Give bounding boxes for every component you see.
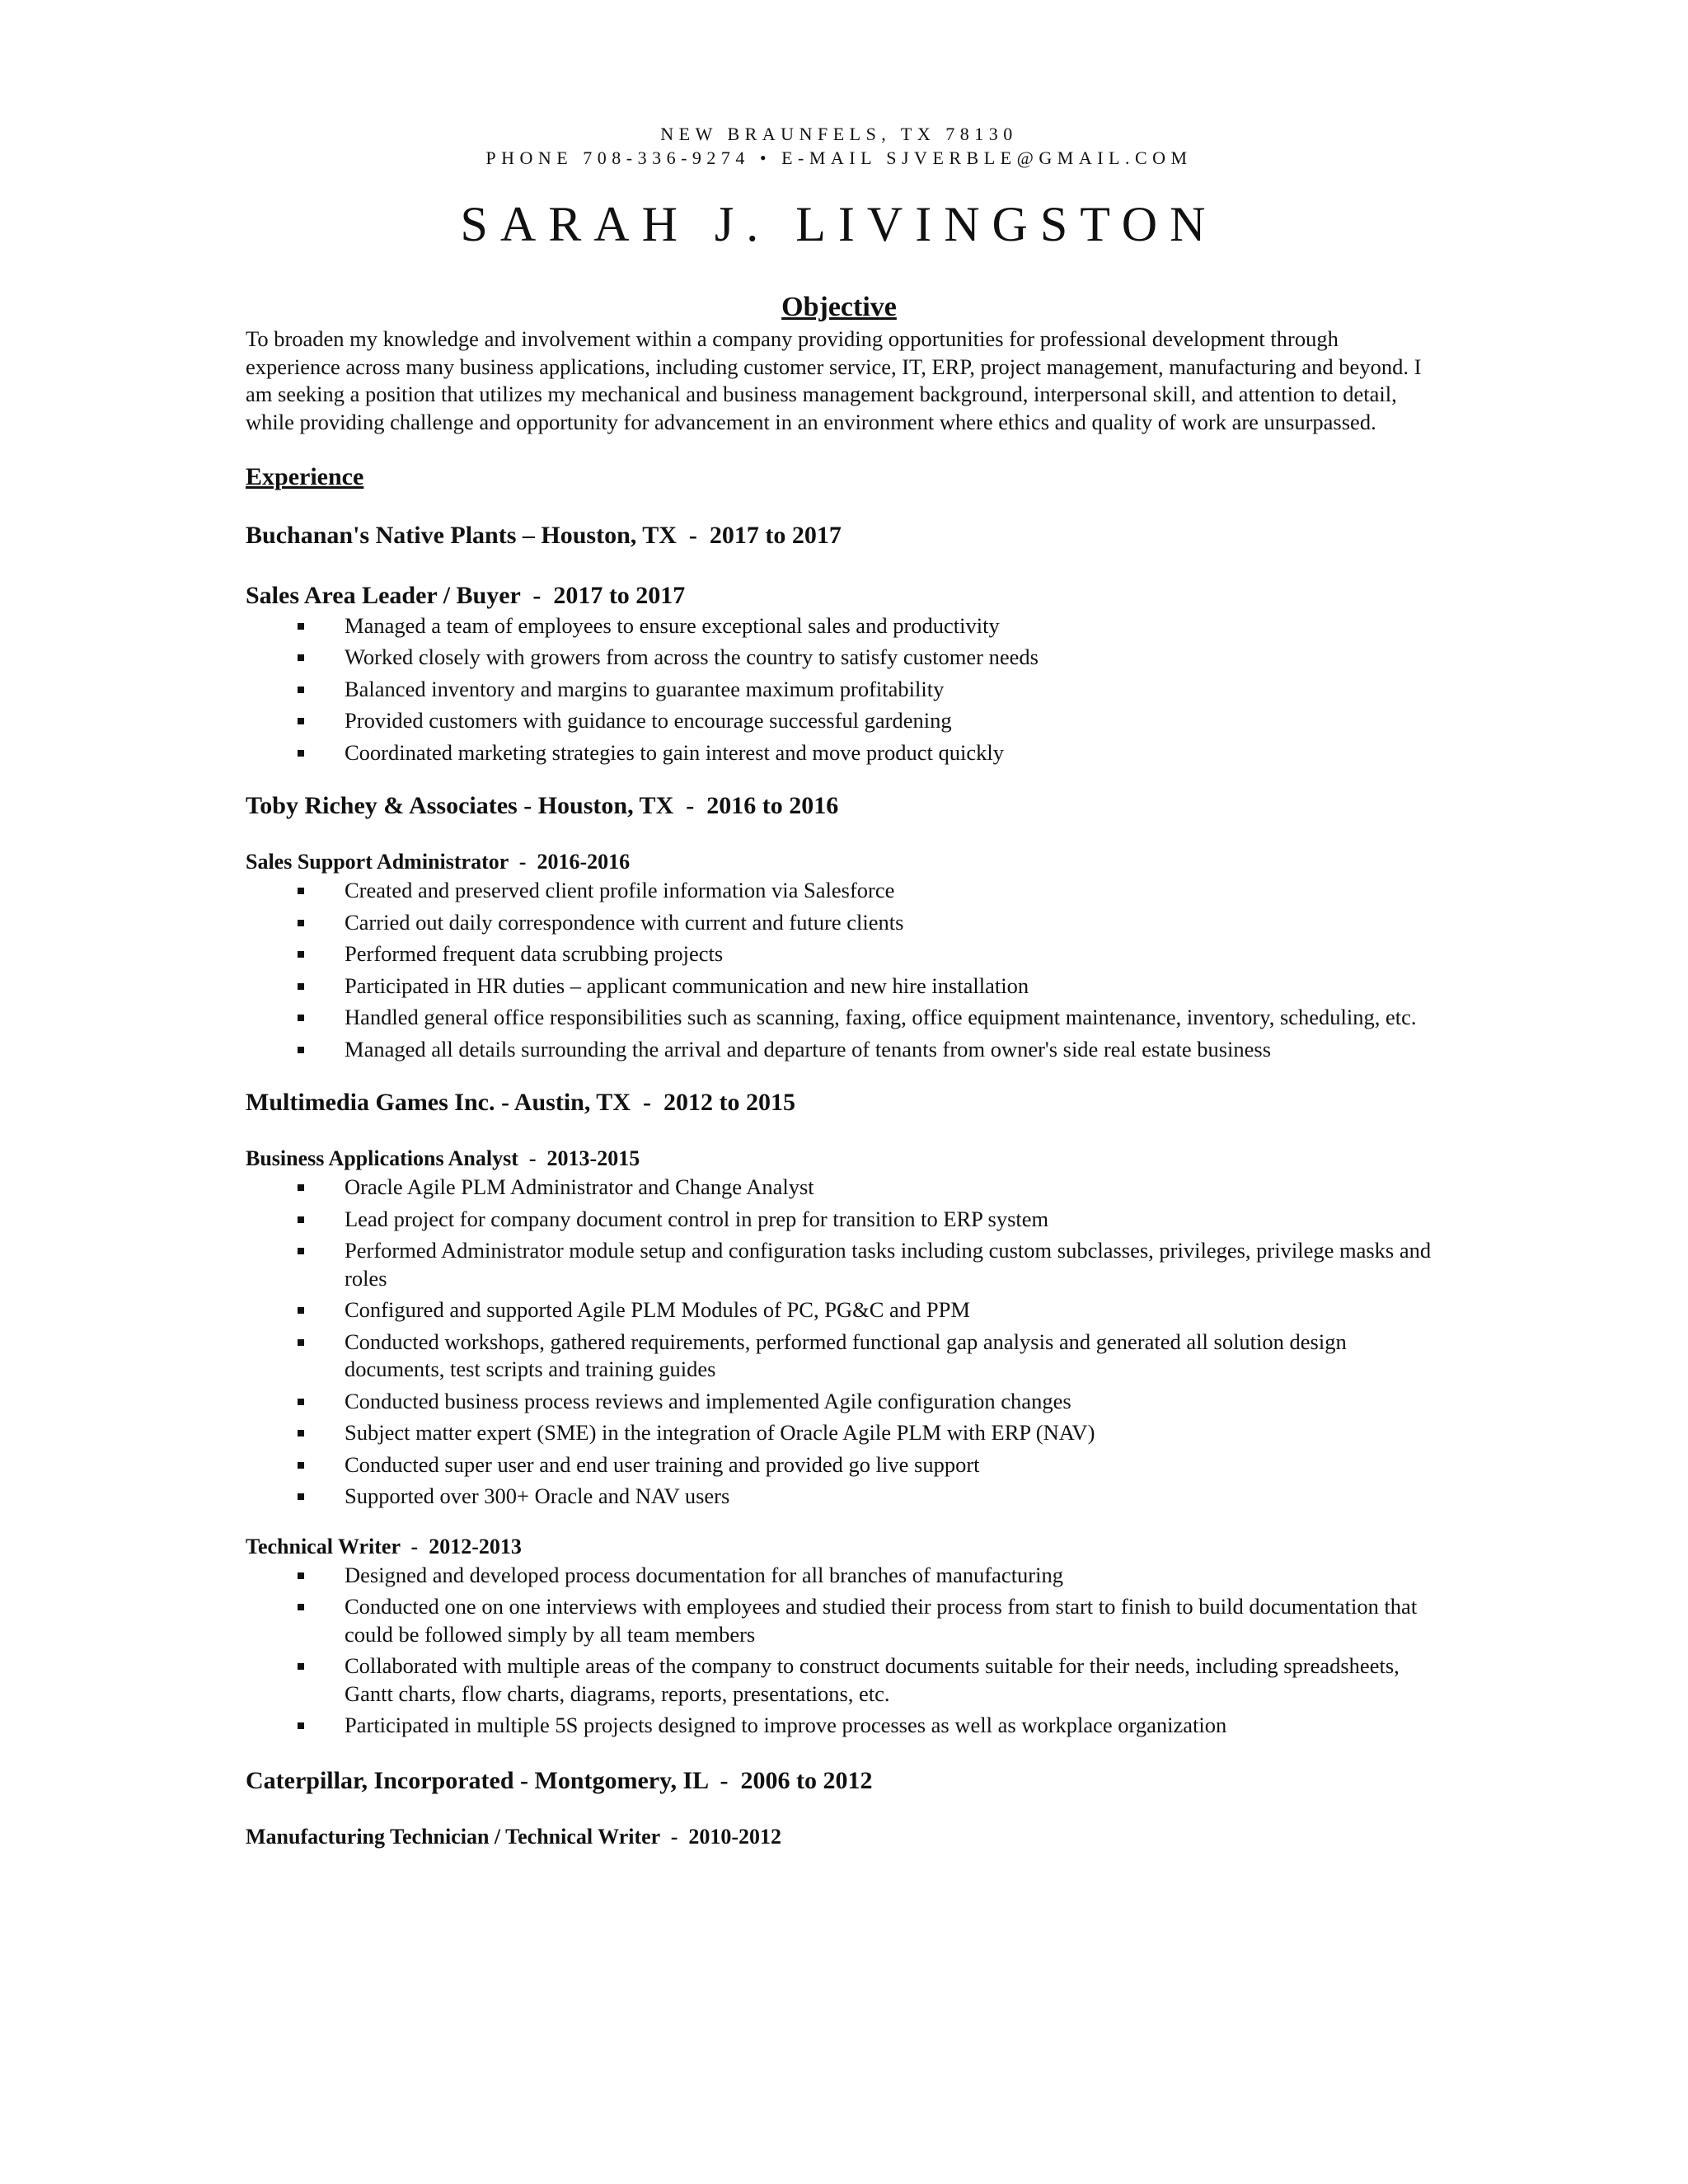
bullet-marker [298, 687, 304, 693]
bullet-marker [298, 623, 304, 630]
list-item [246, 1419, 1432, 1447]
objective-text: To broaden my knowledge and involvement within a company providing opportunities for professional development through experience across many business applications, including customer service, IT, ERP, project management, manufacturing and beyond. I am seeking a position that utilizes my mechanical and business management background, interpersonal skill, and attention to detail, while providing challenge and opportunity for advancement in an environment where ethics and quality of work are unsurpassed. [246, 326, 1422, 435]
bullet-marker [298, 654, 304, 661]
bullet-text: Conducted one on one interviews with employees and studied their process from start to finish to build documentation that could be followed simply by all team members [345, 1594, 1418, 1647]
list-item [246, 1483, 1432, 1511]
list-item [246, 1036, 1432, 1064]
list-item [246, 612, 1432, 640]
list-item [246, 1174, 1432, 1202]
bullet-text: Subject matter expert (SME) in the integration of Oracle Agile PLM with ERP (NAV) [345, 1420, 1095, 1446]
bullet-marker [298, 888, 304, 894]
list-item [246, 909, 1432, 937]
list-item [246, 1562, 1432, 1590]
experience-heading: Experience [246, 462, 364, 490]
bullet-list [246, 1174, 1432, 1511]
bullet-marker [298, 1722, 304, 1729]
bullet-list [246, 612, 1432, 767]
bullet-text: Conducted business process reviews and implemented Agile configuration changes [345, 1388, 1071, 1413]
resume-page [246, 122, 1432, 1850]
objective-heading: Objective [781, 292, 897, 322]
bullet-text: Created and preserved client profile information via Salesforce [345, 878, 895, 903]
bullet-text: Performed frequent data scrubbing projects [345, 941, 724, 967]
candidate-name: SARAH J. LIVINGSTON [460, 197, 1218, 251]
list-item [246, 1652, 1432, 1708]
list-item [246, 1206, 1432, 1234]
list-item [246, 1712, 1432, 1740]
bullet-text: Provided customers with guidance to encourage successful gardening [345, 708, 952, 733]
bullet-text: Configured and supported Agile PLM Modules of PC, PG&C and PPM [345, 1297, 970, 1323]
bullet-marker [298, 1248, 304, 1254]
list-item [246, 1237, 1432, 1292]
bullet-text: Carried out daily correspondence with current and future clients [345, 909, 904, 935]
bullet-marker [298, 1047, 304, 1053]
role-title: Sales Area Leader / Buyer - 2017 to 2017 [246, 581, 686, 609]
bullet-marker [298, 1399, 304, 1405]
bullet-text: Oracle Agile PLM Administrator and Change Analyst [345, 1174, 814, 1200]
bullet-marker [298, 1604, 304, 1610]
company-heading: Buchanan's Native Plants – Houston, TX - 2017 to 2017 [246, 521, 842, 549]
bullet-text: Participated in multiple 5S projects designed to improve processes as well as workplace organization [345, 1713, 1227, 1738]
bullet-marker [298, 951, 304, 958]
bullet-list [246, 877, 1432, 1063]
bullet-marker [298, 1307, 304, 1314]
bullet-marker [298, 750, 304, 757]
company-heading: Toby Richey & Associates - Houston, TX - 2016 to 2016 [246, 792, 839, 820]
bullet-text: Coordinated marketing strategies to gain interest and move product quickly [345, 739, 1004, 765]
bullet-marker [298, 1663, 304, 1670]
role-title: Business Applications Analyst - 2013-2015 [246, 1146, 640, 1171]
bullet-marker [298, 983, 304, 990]
bullet-marker [298, 1493, 304, 1500]
bullet-text: Supported over 300+ Oracle and NAV users [345, 1483, 730, 1509]
bullet-marker [298, 1430, 304, 1436]
bullet-text: Lead project for company document control in prep for transition to ERP system [345, 1206, 1049, 1231]
bullet-list [246, 1562, 1432, 1740]
list-item [246, 739, 1432, 767]
list-item [246, 1329, 1432, 1384]
bullet-marker [298, 1462, 304, 1469]
bullet-text: Performed Administrator module setup and configuration tasks including custom subclasses, privileges, privilege masks and roles [345, 1238, 1432, 1291]
list-item [246, 1296, 1432, 1324]
role-title: Technical Writer - 2012-2013 [246, 1534, 522, 1558]
bullet-text: Worked closely with growers from across the country to satisfy customer needs [345, 644, 1039, 670]
list-item [246, 972, 1432, 1001]
bullet-text: Participated in HR duties – applicant communication and new hire installation [345, 972, 1029, 998]
list-item [246, 877, 1432, 905]
bullet-marker [298, 1015, 304, 1021]
list-item [246, 707, 1432, 735]
role-title: Manufacturing Technician / Technical Writer - 2010-2012 [246, 1824, 782, 1849]
bullet-text: Conducted workshops, gathered requirements, performed functional gap analysis and generated all solution design documents, test scripts and training guides [345, 1329, 1347, 1382]
list-item [246, 940, 1432, 968]
bullet-text: Balanced inventory and margins to guarantee maximum profitability [345, 676, 945, 701]
contact-line: PHONE 708-336-9274 • E-MAIL SJVERBLE@GMAIL.COM [485, 148, 1193, 168]
bullet-marker [298, 1184, 304, 1191]
company-heading: Multimedia Games Inc. - Austin, TX - 2012 to 2015 [246, 1089, 795, 1117]
list-item [246, 1004, 1432, 1032]
bullet-text: Designed and developed process documentation for all branches of manufacturing [345, 1562, 1063, 1587]
bullet-text: Managed a team of employees to ensure exceptional sales and productivity [345, 612, 1000, 638]
bullet-marker [298, 1572, 304, 1579]
bullet-marker [298, 1339, 304, 1346]
bullet-text: Conducted super user and end user training and provided go live support [345, 1451, 980, 1477]
list-item [246, 1593, 1432, 1648]
bullet-marker [298, 718, 304, 724]
list-item [246, 676, 1432, 704]
bullet-marker [298, 1216, 304, 1223]
list-item [246, 644, 1432, 672]
list-item [246, 1388, 1432, 1416]
bullet-text: Handled general office responsibilities such as scanning, faxing, office equipment maintenance, inventory, scheduling, etc. [345, 1005, 1417, 1030]
address-line: NEW BRAUNFELS, TX 78130 [660, 124, 1018, 144]
list-item [246, 1451, 1432, 1479]
bullet-marker [298, 920, 304, 926]
company-heading: Caterpillar, Incorporated - Montgomery, IL - 2006 to 2012 [246, 1766, 873, 1794]
role-title: Sales Support Administrator - 2016-2016 [246, 850, 631, 874]
bullet-text: Managed all details surrounding the arrival and departure of tenants from owner's side real estate business [345, 1036, 1272, 1062]
bullet-text: Collaborated with multiple areas of the company to construct documents suitable for their needs, including spreadsheets, Gantt charts, flow charts, diagrams, reports, presentations, etc. [345, 1653, 1400, 1706]
